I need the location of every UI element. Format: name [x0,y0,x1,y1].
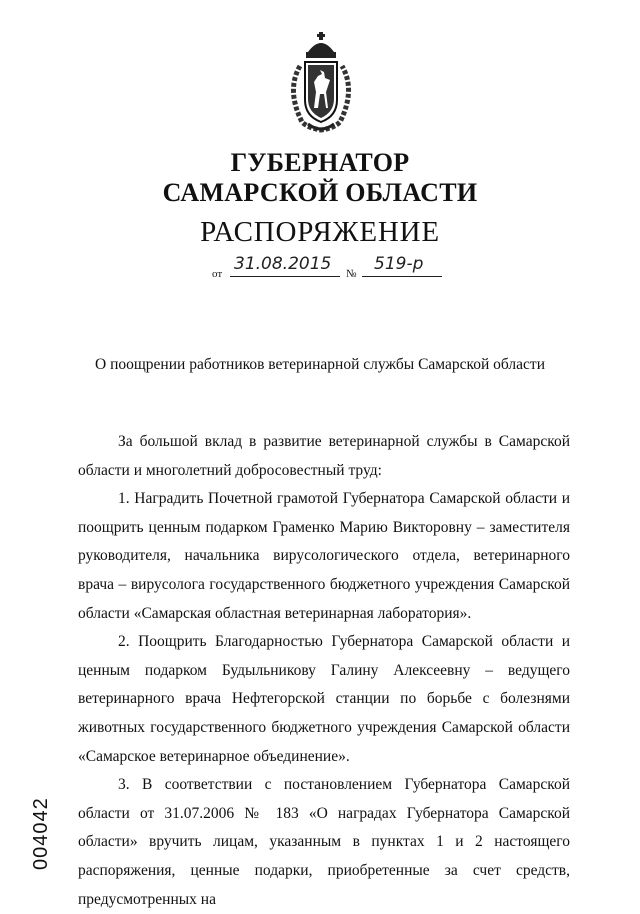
clause-2: 2. Поощрить Благодарностью Губернатора Самарской области и ценным подарком Будыльникову Галину Алексеевну – ведущего ветеринарного врача Нефтегорской станции по борьбе с болезнями животных государственного бюджетного учреждения Самарской области «Самарское ветеринарное объединение». [78,633,570,765]
document-date: 31.08.2015 [234,254,332,274]
authority-region: САМАРСКОЙ ОБЛАСТИ [162,178,478,207]
registration-number [30,770,54,870]
clause-3: 3. В соответствии с постановлением Губернатора Самарской области от 31.07.2006 № 183 «О наградах Губернатора Самарской области» вручить лицам, указанным в пунктах 1 и 2 настоящего распоряжения, ценные подарки, приобретенные за счет средств, предусмотренных на [78,776,570,908]
document-subject: О поощрении работников ветеринарной службы Самарской области [95,356,545,373]
date-number-line [212,254,452,284]
date-underline [230,276,340,277]
intro-paragraph: За большой вклад в развитие ветеринарной службы в Самарской области и многолетний добросовестный труд: [78,433,570,479]
number-underline [362,276,442,277]
clause-1: 1. Наградить Почетной грамотой Губернатора Самарской области и поощрить ценным подарком Граменко Марию Викторовну – заместителя руководителя, начальника вирусологического отдела, ветеринарного врача – вирусолога государственного бюджетного учреждения Самарской области «Самарская областная ветеринарная лаборатория». [78,490,570,622]
coat-of-arms-icon [278,30,364,134]
registration-number-text: 004042 [30,797,52,870]
from-label: от [212,268,223,280]
document-body [78,428,570,914]
number-label: № [346,268,357,280]
document-number: 519-р [374,254,424,274]
document-type: РАСПОРЯЖЕНИЕ [200,216,440,248]
authority-title: ГУБЕРНАТОР [230,148,410,177]
